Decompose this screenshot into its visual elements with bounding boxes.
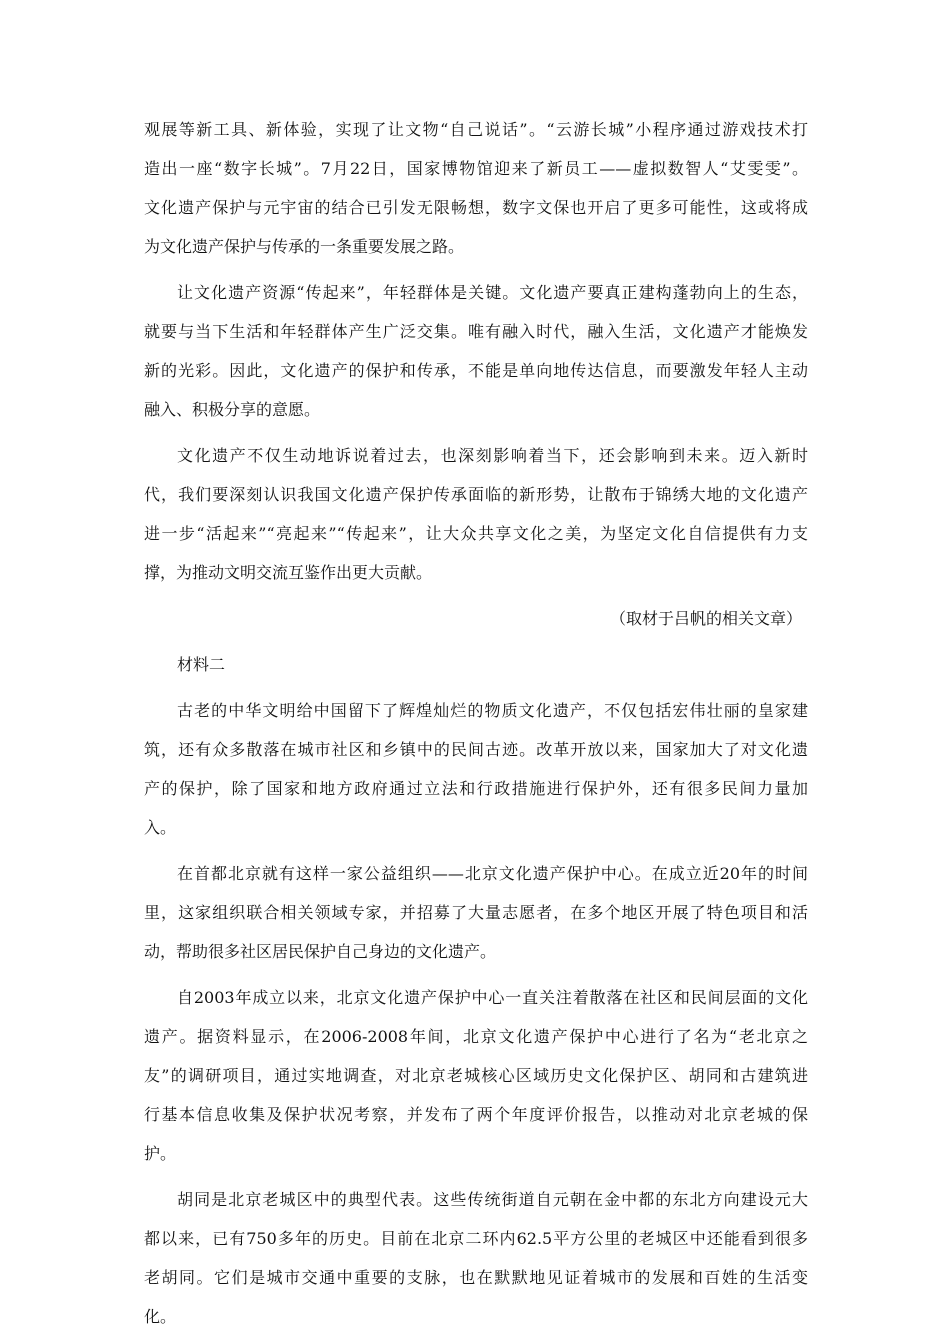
paragraph-line: 新的光彩。因此，文化遗产的保护和传承，不能是单向地传达信息，而要激发年轻人主动 — [144, 361, 808, 380]
paragraph-line: 撑，为推动文明交流互鉴作出更大贡献。 — [144, 563, 433, 582]
paragraph-line: 就要与当下生活和年轻群体产生广泛交集。唯有融入时代，融入生活，文化遗产才能焕发 — [144, 322, 808, 341]
paragraph-line: 古老的中华文明给中国留下了辉煌灿烂的物质文化遗产，不仅包括宏伟壮丽的皇家建 — [177, 701, 808, 720]
paragraph-center — [144, 854, 808, 971]
paragraph-line: 观展等新工具、新体验，实现了让文物“自己说话”。“云游长城”小程序通过游戏技术打 — [144, 120, 808, 139]
paragraph-hutong — [144, 1180, 808, 1336]
paragraph-2003 — [144, 978, 808, 1173]
paragraph-line: 融入、积极分享的意愿。 — [144, 400, 321, 419]
paragraph-line: 产的保护，除了国家和地方政府通过立法和行政措施进行保护外，还有很多民间力量加 — [144, 779, 808, 798]
source-note: （取材于吕帆的相关文章） — [609, 609, 802, 628]
paragraph-line: 老胡同。它们是城市交通中重要的支脉，也在默默地见证着城市的发展和百姓的生活变 — [144, 1268, 808, 1287]
paragraph-line: 入。 — [144, 818, 177, 837]
paragraph-line: 筑，还有众多散落在城市社区和乡镇中的民间古迹。改革开放以来，国家加大了对文化遗 — [144, 740, 808, 759]
paragraph-line: 胡同是北京老城区中的典型代表。这些传统街道自元朝在金中都的东北方向建设元大 — [177, 1190, 808, 1209]
paragraph-youth — [144, 273, 808, 429]
paragraph-line: 让文化遗产资源“传起来”，年轻群体是关键。文化遗产要真正建构蓬勃向上的生态， — [177, 283, 808, 302]
article-body — [144, 110, 808, 1336]
paragraph-line: 代，我们要深刻认识我国文化遗产保护传承面临的新形势，让散布于锦绣大地的文化遗产 — [144, 485, 808, 504]
paragraph-line: 都以来，已有750多年的历史。目前在北京二环内62.5平方公里的老城区中还能看到很多 — [144, 1229, 808, 1248]
paragraph-line: 动，帮助很多社区居民保护自己身边的文化遗产。 — [144, 942, 497, 961]
paragraph-line: 为文化遗产保护与传承的一条重要发展之路。 — [144, 237, 465, 256]
paragraph-line: 化。 — [144, 1307, 177, 1326]
paragraph-line: 遗产。据资料显示，在2006-2008年间，北京文化遗产保护中心进行了名为“老北京之 — [144, 1027, 808, 1046]
paragraph-future — [144, 436, 808, 592]
paragraph-line: 友”的调研项目，通过实地调查，对北京老城核心区域历史文化保护区、胡同和古建筑进 — [144, 1066, 808, 1085]
paragraph-line: 在首都北京就有这样一家公益组织——北京文化遗产保护中心。在成立近20年的时间 — [177, 864, 808, 883]
paragraph-ancient — [144, 691, 808, 847]
paragraph-line: 里，这家组织联合相关领域专家，并招募了大量志愿者，在多个地区开展了特色项目和活 — [144, 903, 808, 922]
paragraph-line: 造出一座“数字长城”。7月22日，国家博物馆迎来了新员工——虚拟数智人“艾雯雯”。 — [144, 159, 808, 178]
paragraph-intro — [144, 110, 808, 266]
paragraph-line: 文化遗产保护与元宇宙的结合已引发无限畅想，数字文保也开启了更多可能性，这或将成 — [144, 198, 808, 217]
paragraph-line: 自2003年成立以来，北京文化遗产保护中心一直关注着散落在社区和民间层面的文化 — [177, 988, 808, 1007]
section-heading: 材料二 — [177, 655, 226, 674]
paragraph-line: 文化遗产不仅生动地诉说着过去，也深刻影响着当下，还会影响到未来。迈入新时 — [177, 446, 808, 465]
paragraph-line: 进一步“活起来”“亮起来”“传起来”，让大众共享文化之美，为坚定文化自信提供有力支 — [144, 524, 808, 543]
paragraph-line: 行基本信息收集及保护状况考察，并发布了两个年度评价报告，以推动对北京老城的保 — [144, 1105, 808, 1124]
paragraph-line: 护。 — [144, 1144, 177, 1163]
